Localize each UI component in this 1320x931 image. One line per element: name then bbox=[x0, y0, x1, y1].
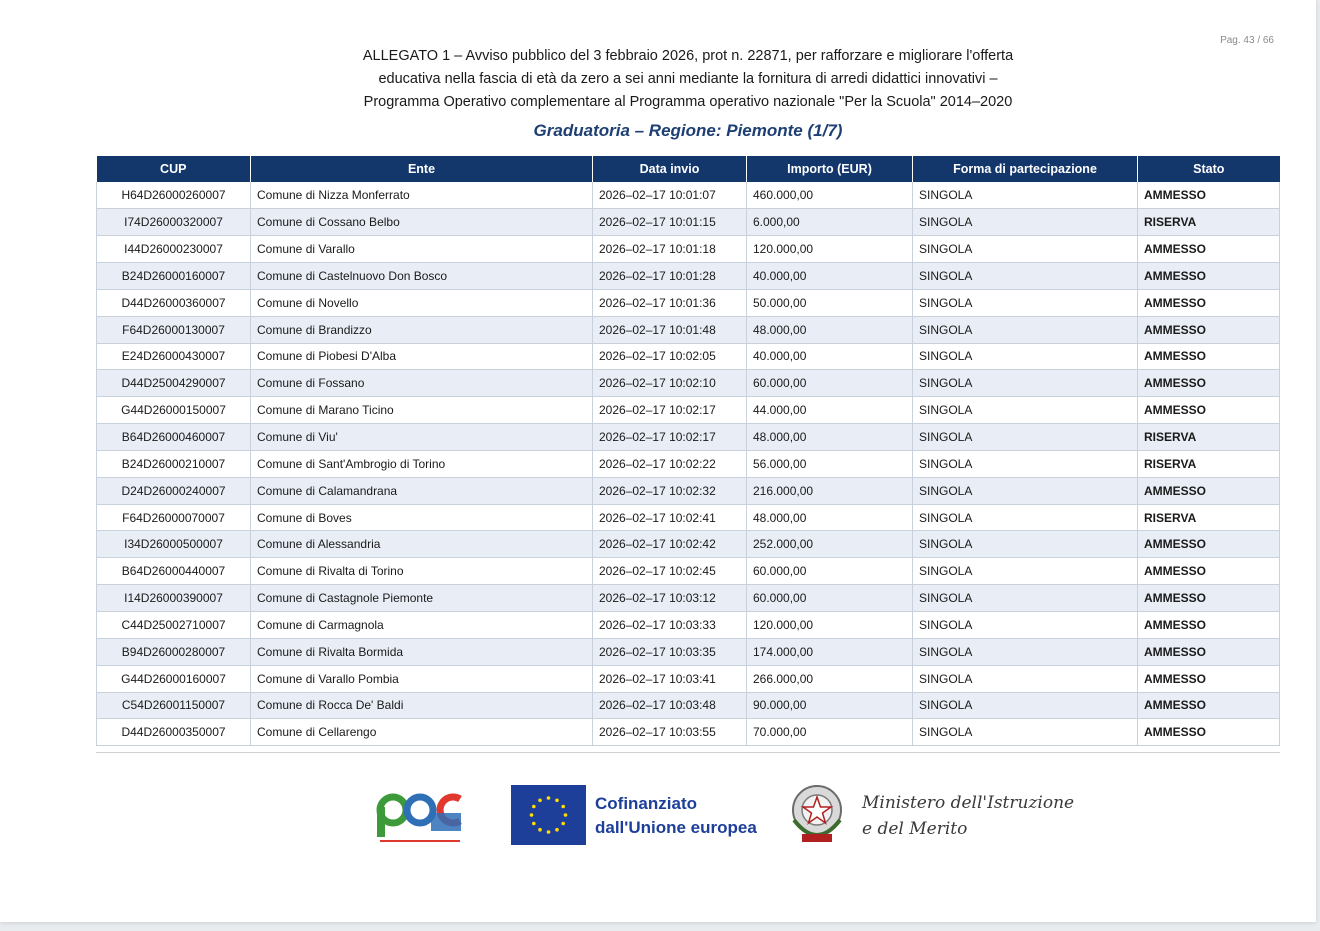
table-row bbox=[97, 370, 1280, 397]
date-cell: 2026–02–17 10:03:55 bbox=[593, 719, 747, 746]
ministry-line: e del Merito bbox=[862, 819, 968, 839]
table-row bbox=[97, 209, 1280, 236]
ente-cell: Comune di Cellarengo bbox=[251, 719, 593, 746]
ente-cell: Comune di Rivalta Bormida bbox=[251, 638, 593, 665]
ente-cell: Comune di Castagnole Piemonte bbox=[251, 585, 593, 612]
status-cell: AMMESSO bbox=[1138, 692, 1280, 719]
participation-cell: SINGOLA bbox=[913, 665, 1138, 692]
table-row bbox=[97, 477, 1280, 504]
date-cell: 2026–02–17 10:03:35 bbox=[593, 638, 747, 665]
amount-cell: 56.000,00 bbox=[747, 450, 913, 477]
status-cell: RISERVA bbox=[1138, 504, 1280, 531]
date-cell: 2026–02–17 10:01:07 bbox=[593, 182, 747, 209]
date-cell: 2026–02–17 10:03:33 bbox=[593, 612, 747, 639]
ente-cell: Comune di Marano Ticino bbox=[251, 397, 593, 424]
table-row bbox=[97, 289, 1280, 316]
status-cell: RISERVA bbox=[1138, 424, 1280, 451]
table-row bbox=[97, 397, 1280, 424]
eu-star-icon bbox=[532, 822, 536, 826]
participation-cell: SINGOLA bbox=[913, 424, 1138, 451]
amount-cell: 6.000,00 bbox=[747, 209, 913, 236]
participation-cell: SINGOLA bbox=[913, 504, 1138, 531]
ente-cell: Comune di Viu' bbox=[251, 424, 593, 451]
status-cell: RISERVA bbox=[1138, 450, 1280, 477]
amount-cell: 40.000,00 bbox=[747, 263, 913, 290]
amount-cell: 60.000,00 bbox=[747, 558, 913, 585]
date-cell: 2026–02–17 10:03:12 bbox=[593, 585, 747, 612]
table-row bbox=[97, 558, 1280, 585]
participation-cell: SINGOLA bbox=[913, 182, 1138, 209]
amount-cell: 48.000,00 bbox=[747, 316, 913, 343]
participation-cell: SINGOLA bbox=[913, 477, 1138, 504]
amount-cell: 252.000,00 bbox=[747, 531, 913, 558]
eu-text-line: Cofinanziato bbox=[595, 794, 697, 813]
table-row bbox=[97, 182, 1280, 209]
amount-cell: 40.000,00 bbox=[747, 343, 913, 370]
column-header: Forma di partecipazione bbox=[913, 156, 1138, 182]
column-header: Data invio bbox=[593, 156, 747, 182]
eu-text-line: dall'Unione europea bbox=[595, 818, 757, 837]
date-cell: 2026–02–17 10:03:48 bbox=[593, 692, 747, 719]
status-cell: AMMESSO bbox=[1138, 719, 1280, 746]
date-cell: 2026–02–17 10:03:41 bbox=[593, 665, 747, 692]
ente-cell: Comune di Brandizzo bbox=[251, 316, 593, 343]
eu-star-icon bbox=[547, 796, 551, 800]
table-row bbox=[97, 316, 1280, 343]
table-row bbox=[97, 585, 1280, 612]
table-row bbox=[97, 504, 1280, 531]
table-row bbox=[97, 343, 1280, 370]
eu-cofinanced-text bbox=[595, 792, 757, 840]
date-cell: 2026–02–17 10:02:05 bbox=[593, 343, 747, 370]
ente-cell: Comune di Cossano Belbo bbox=[251, 209, 593, 236]
amount-cell: 60.000,00 bbox=[747, 370, 913, 397]
ministry-text bbox=[862, 790, 1074, 842]
column-header: Stato bbox=[1138, 156, 1280, 182]
amount-cell: 70.000,00 bbox=[747, 719, 913, 746]
ente-cell: Comune di Varallo Pombia bbox=[251, 665, 593, 692]
amount-cell: 460.000,00 bbox=[747, 182, 913, 209]
amount-cell: 50.000,00 bbox=[747, 289, 913, 316]
date-cell: 2026–02–17 10:01:18 bbox=[593, 236, 747, 263]
cup-cell: I74D26000320007 bbox=[97, 209, 251, 236]
status-cell: AMMESSO bbox=[1138, 182, 1280, 209]
participation-cell: SINGOLA bbox=[913, 343, 1138, 370]
title-line: educativa nella fascia di età da zero a sei anni mediante la fornitura di arredi didattici innovativi – bbox=[378, 71, 998, 87]
date-cell: 2026–02–17 10:02:22 bbox=[593, 450, 747, 477]
table-row bbox=[97, 665, 1280, 692]
participation-cell: SINGOLA bbox=[913, 236, 1138, 263]
participation-cell: SINGOLA bbox=[913, 719, 1138, 746]
status-cell: AMMESSO bbox=[1138, 638, 1280, 665]
date-cell: 2026–02–17 10:01:36 bbox=[593, 289, 747, 316]
table-header bbox=[97, 156, 1280, 182]
ente-cell: Comune di Sant'Ambrogio di Torino bbox=[251, 450, 593, 477]
cup-cell: B24D26000160007 bbox=[97, 263, 251, 290]
date-cell: 2026–02–17 10:02:41 bbox=[593, 504, 747, 531]
cup-cell: D44D25004290007 bbox=[97, 370, 251, 397]
status-cell: AMMESSO bbox=[1138, 558, 1280, 585]
table-row bbox=[97, 692, 1280, 719]
status-cell: AMMESSO bbox=[1138, 665, 1280, 692]
cup-cell: D24D26000240007 bbox=[97, 477, 251, 504]
ente-cell: Comune di Novello bbox=[251, 289, 593, 316]
ente-cell: Comune di Nizza Monferrato bbox=[251, 182, 593, 209]
ente-cell: Comune di Varallo bbox=[251, 236, 593, 263]
title-line: Programma Operativo complementare al Programma operativo nazionale "Per la Scuola" 2014–2020 bbox=[363, 94, 1013, 110]
amount-cell: 48.000,00 bbox=[747, 504, 913, 531]
eu-star-icon bbox=[555, 828, 559, 832]
ente-cell: Comune di Calamandrana bbox=[251, 477, 593, 504]
eu-flag-icon bbox=[511, 785, 586, 845]
status-cell: AMMESSO bbox=[1138, 289, 1280, 316]
cup-cell: C54D26001150007 bbox=[97, 692, 251, 719]
date-cell: 2026–02–17 10:02:45 bbox=[593, 558, 747, 585]
cup-cell: B24D26000210007 bbox=[97, 450, 251, 477]
column-header: Ente bbox=[251, 156, 593, 182]
cup-cell: I34D26000500007 bbox=[97, 531, 251, 558]
cup-cell: B94D26000280007 bbox=[97, 638, 251, 665]
status-cell: AMMESSO bbox=[1138, 397, 1280, 424]
eu-star-icon bbox=[555, 799, 559, 803]
ente-cell: Comune di Rivalta di Torino bbox=[251, 558, 593, 585]
ministry-line: Ministero dell'Istruzione bbox=[862, 793, 1075, 813]
date-cell: 2026–02–17 10:02:42 bbox=[593, 531, 747, 558]
cup-cell: F64D26000070007 bbox=[97, 504, 251, 531]
amount-cell: 44.000,00 bbox=[747, 397, 913, 424]
participation-cell: SINGOLA bbox=[913, 450, 1138, 477]
ente-cell: Comune di Castelnuovo Don Bosco bbox=[251, 263, 593, 290]
participation-cell: SINGOLA bbox=[913, 692, 1138, 719]
date-cell: 2026–02–17 10:02:17 bbox=[593, 424, 747, 451]
amount-cell: 60.000,00 bbox=[747, 585, 913, 612]
participation-cell: SINGOLA bbox=[913, 612, 1138, 639]
participation-cell: SINGOLA bbox=[913, 370, 1138, 397]
cup-cell: I44D26000230007 bbox=[97, 236, 251, 263]
status-cell: RISERVA bbox=[1138, 209, 1280, 236]
date-cell: 2026–02–17 10:01:48 bbox=[593, 316, 747, 343]
eu-star-icon bbox=[561, 822, 565, 826]
italian-emblem-icon bbox=[786, 780, 848, 848]
ranking-subtitle: Graduatoria – Regione: Piemonte (1/7) bbox=[533, 121, 843, 140]
ente-cell: Comune di Rocca De' Baldi bbox=[251, 692, 593, 719]
ranking-table bbox=[96, 156, 1280, 746]
amount-cell: 216.000,00 bbox=[747, 477, 913, 504]
column-header: CUP bbox=[97, 156, 251, 182]
column-header: Importo (EUR) bbox=[747, 156, 913, 182]
status-cell: AMMESSO bbox=[1138, 477, 1280, 504]
cup-cell: E24D26000430007 bbox=[97, 343, 251, 370]
table-row bbox=[97, 531, 1280, 558]
footer-logos bbox=[0, 770, 1316, 860]
date-cell: 2026–02–17 10:02:10 bbox=[593, 370, 747, 397]
table-row bbox=[97, 263, 1280, 290]
status-cell: AMMESSO bbox=[1138, 370, 1280, 397]
ente-cell: Comune di Fossano bbox=[251, 370, 593, 397]
title-line: ALLEGATO 1 – Avviso pubblico del 3 febbraio 2026, prot n. 22871, per rafforzare e migliorare l'offerta bbox=[362, 48, 1014, 64]
cup-cell: G44D26000160007 bbox=[97, 665, 251, 692]
participation-cell: SINGOLA bbox=[913, 558, 1138, 585]
date-cell: 2026–02–17 10:01:28 bbox=[593, 263, 747, 290]
cup-cell: H64D26000260007 bbox=[97, 182, 251, 209]
participation-cell: SINGOLA bbox=[913, 289, 1138, 316]
footer-divider bbox=[96, 752, 1280, 753]
ente-cell: Comune di Alessandria bbox=[251, 531, 593, 558]
participation-cell: SINGOLA bbox=[913, 638, 1138, 665]
eu-star-icon bbox=[530, 813, 534, 817]
table-row bbox=[97, 236, 1280, 263]
cup-cell: B64D26000440007 bbox=[97, 558, 251, 585]
participation-cell: SINGOLA bbox=[913, 316, 1138, 343]
table-body bbox=[97, 182, 1280, 746]
table-row bbox=[97, 638, 1280, 665]
page-number: Pag. 43 / 66 bbox=[1220, 35, 1274, 46]
status-cell: AMMESSO bbox=[1138, 343, 1280, 370]
status-cell: AMMESSO bbox=[1138, 263, 1280, 290]
cup-cell: B64D26000460007 bbox=[97, 424, 251, 451]
table-row bbox=[97, 424, 1280, 451]
amount-cell: 266.000,00 bbox=[747, 665, 913, 692]
amount-cell: 120.000,00 bbox=[747, 612, 913, 639]
cup-cell: G44D26000150007 bbox=[97, 397, 251, 424]
participation-cell: SINGOLA bbox=[913, 209, 1138, 236]
status-cell: AMMESSO bbox=[1138, 531, 1280, 558]
ente-cell: Comune di Piobesi D'Alba bbox=[251, 343, 593, 370]
eu-star-icon bbox=[547, 830, 551, 834]
ente-cell: Comune di Carmagnola bbox=[251, 612, 593, 639]
table-row bbox=[97, 719, 1280, 746]
amount-cell: 90.000,00 bbox=[747, 692, 913, 719]
cup-cell: D44D26000360007 bbox=[97, 289, 251, 316]
poc-logo-icon bbox=[376, 785, 464, 847]
participation-cell: SINGOLA bbox=[913, 397, 1138, 424]
cup-cell: I14D26000390007 bbox=[97, 585, 251, 612]
cup-cell: C44D25002710007 bbox=[97, 612, 251, 639]
status-cell: AMMESSO bbox=[1138, 585, 1280, 612]
eu-star-icon bbox=[564, 813, 568, 817]
eu-star-icon bbox=[538, 799, 542, 803]
participation-cell: SINGOLA bbox=[913, 585, 1138, 612]
eu-star-icon bbox=[532, 805, 536, 809]
eu-star-icon bbox=[538, 828, 542, 832]
amount-cell: 174.000,00 bbox=[747, 638, 913, 665]
document-title bbox=[230, 45, 1146, 114]
amount-cell: 120.000,00 bbox=[747, 236, 913, 263]
participation-cell: SINGOLA bbox=[913, 531, 1138, 558]
table-row bbox=[97, 450, 1280, 477]
cup-cell: F64D26000130007 bbox=[97, 316, 251, 343]
ente-cell: Comune di Boves bbox=[251, 504, 593, 531]
eu-star-icon bbox=[561, 805, 565, 809]
date-cell: 2026–02–17 10:01:15 bbox=[593, 209, 747, 236]
status-cell: AMMESSO bbox=[1138, 236, 1280, 263]
cup-cell: D44D26000350007 bbox=[97, 719, 251, 746]
date-cell: 2026–02–17 10:02:32 bbox=[593, 477, 747, 504]
participation-cell: SINGOLA bbox=[913, 263, 1138, 290]
table-row bbox=[97, 612, 1280, 639]
status-cell: AMMESSO bbox=[1138, 316, 1280, 343]
status-cell: AMMESSO bbox=[1138, 612, 1280, 639]
amount-cell: 48.000,00 bbox=[747, 424, 913, 451]
date-cell: 2026–02–17 10:02:17 bbox=[593, 397, 747, 424]
